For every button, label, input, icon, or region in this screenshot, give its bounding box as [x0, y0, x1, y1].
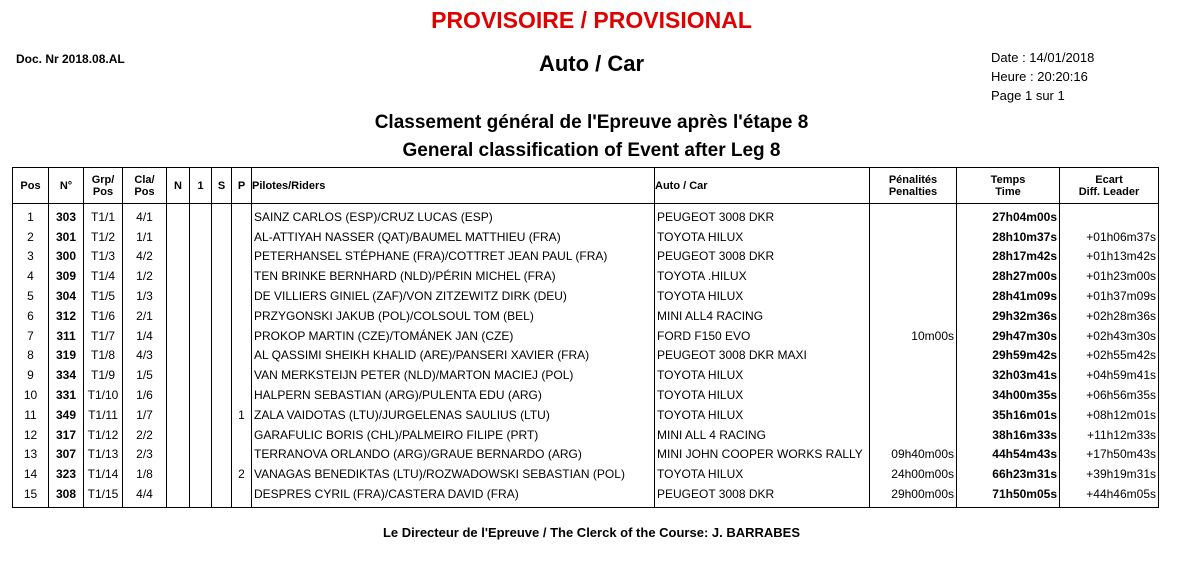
cell-group-pos: T1/13	[84, 445, 123, 465]
cell-class-pos: 1/8	[123, 464, 167, 484]
cell-n	[167, 326, 190, 346]
cell-1	[190, 286, 212, 306]
cell-number: 323	[49, 464, 84, 484]
col-s: S	[212, 168, 232, 204]
cell-s	[212, 326, 232, 346]
cell-p	[232, 266, 252, 286]
cell-time: 71h50m05s	[957, 484, 1060, 507]
cell-riders: PROKOP MARTIN (CZE)/TOMÁNEK JAN (CZE)	[252, 326, 655, 346]
cell-n	[167, 286, 190, 306]
cell-gap	[1060, 204, 1159, 227]
table-row	[13, 405, 1159, 425]
cell-pos: 10	[13, 385, 49, 405]
cell-s	[212, 247, 232, 267]
cell-riders: SAINZ CARLOS (ESP)/CRUZ LUCAS (ESP)	[252, 204, 655, 227]
table-row	[13, 266, 1159, 286]
date-label: Date : 14/01/2018	[991, 50, 1095, 65]
cell-time: 32h03m41s	[957, 365, 1060, 385]
cell-p	[232, 445, 252, 465]
cell-group-pos: T1/1	[84, 204, 123, 227]
cell-pos: 12	[13, 425, 49, 445]
table-header-row	[13, 168, 1159, 204]
col-n: N	[167, 168, 190, 204]
cell-penalty: 29h00m00s	[870, 484, 957, 507]
cell-s	[212, 365, 232, 385]
cell-p	[232, 385, 252, 405]
cell-s	[212, 204, 232, 227]
cell-number: 303	[49, 204, 84, 227]
cell-class-pos: 1/2	[123, 266, 167, 286]
cell-gap: +01h37m09s	[1060, 286, 1159, 306]
table-row	[13, 464, 1159, 484]
cell-riders: DESPRES CYRIL (FRA)/CASTERA DAVID (FRA)	[252, 484, 655, 507]
cell-gap: +08h12m01s	[1060, 405, 1159, 425]
cell-n	[167, 445, 190, 465]
cell-group-pos: T1/14	[84, 464, 123, 484]
cell-car: TOYOTA HILUX	[655, 405, 870, 425]
col-pos: Pos	[13, 168, 49, 204]
cell-p	[232, 227, 252, 247]
cell-n	[167, 266, 190, 286]
cell-gap: +39h19m31s	[1060, 464, 1159, 484]
cell-1	[190, 204, 212, 227]
cell-number: 311	[49, 326, 84, 346]
cell-class-pos: 1/3	[123, 286, 167, 306]
cell-gap: +02h28m36s	[1060, 306, 1159, 326]
provisional-heading: PROVISOIRE / PROVISIONAL	[431, 7, 752, 33]
cell-riders: AL-ATTIYAH NASSER (QAT)/BAUMEL MATTHIEU (FRA)	[252, 227, 655, 247]
cell-p	[232, 365, 252, 385]
table-row	[13, 286, 1159, 306]
table-row	[13, 445, 1159, 465]
cell-n	[167, 365, 190, 385]
table-row	[13, 227, 1159, 247]
cell-pos: 14	[13, 464, 49, 484]
cell-1	[190, 266, 212, 286]
cell-time: 28h17m42s	[957, 247, 1060, 267]
cell-car: TOYOTA HILUX	[655, 464, 870, 484]
cell-1	[190, 405, 212, 425]
cell-group-pos: T1/8	[84, 346, 123, 366]
cell-penalty	[870, 286, 957, 306]
cell-p: 1	[232, 405, 252, 425]
cell-number: 312	[49, 306, 84, 326]
cell-s	[212, 405, 232, 425]
cell-car: PEUGEOT 3008 DKR	[655, 247, 870, 267]
cell-pos: 5	[13, 286, 49, 306]
cell-time: 28h10m37s	[957, 227, 1060, 247]
cell-riders: AL QASSIMI SHEIKH KHALID (ARE)/PANSERI XAVIER (FRA)	[252, 346, 655, 366]
col-car: Auto / Car	[655, 168, 870, 204]
cell-gap: +01h13m42s	[1060, 247, 1159, 267]
cell-n	[167, 306, 190, 326]
cell-1	[190, 227, 212, 247]
cell-penalty	[870, 425, 957, 445]
cell-n	[167, 405, 190, 425]
col-p: P	[232, 168, 252, 204]
cell-riders: HALPERN SEBASTIAN (ARG)/PULENTA EDU (ARG)	[252, 385, 655, 405]
cell-1	[190, 464, 212, 484]
cell-number: 317	[49, 425, 84, 445]
cell-car: FORD F150 EVO	[655, 326, 870, 346]
results-table	[12, 167, 1159, 508]
cell-s	[212, 425, 232, 445]
cell-number: 334	[49, 365, 84, 385]
cell-pos: 13	[13, 445, 49, 465]
cell-class-pos: 1/1	[123, 227, 167, 247]
cell-penalty	[870, 385, 957, 405]
cell-class-pos: 1/7	[123, 405, 167, 425]
cell-p: 2	[232, 464, 252, 484]
cell-p	[232, 326, 252, 346]
classification-title-en: General classification of Event after Leg 8	[402, 140, 781, 161]
clerk-of-course-footer: Le Directeur de l'Epreuve / The Clerck of the Course: J. BARRABES	[382, 525, 801, 540]
cell-penalty	[870, 306, 957, 326]
col-1: 1	[190, 168, 212, 204]
table-row	[13, 484, 1159, 507]
table-row	[13, 326, 1159, 346]
cell-n	[167, 204, 190, 227]
cell-s	[212, 286, 232, 306]
cell-1	[190, 425, 212, 445]
cell-pos: 2	[13, 227, 49, 247]
cell-penalty	[870, 365, 957, 385]
cell-riders: PETERHANSEL STÉPHANE (FRA)/COTTRET JEAN PAUL (FRA)	[252, 247, 655, 267]
col-group-pos: Grp/ Pos	[84, 168, 123, 204]
table-row	[13, 247, 1159, 267]
cell-penalty: 24h00m00s	[870, 464, 957, 484]
classification-title-fr: Classement général de l'Epreuve après l'étape 8	[374, 112, 809, 133]
cell-riders: GARAFULIC BORIS (CHL)/PALMEIRO FILIPE (PRT)	[252, 425, 655, 445]
cell-time: 29h32m36s	[957, 306, 1060, 326]
document-meta	[991, 48, 1094, 105]
cell-time: 38h16m33s	[957, 425, 1060, 445]
cell-time: 34h00m35s	[957, 385, 1060, 405]
cell-s	[212, 346, 232, 366]
cell-gap: +17h50m43s	[1060, 445, 1159, 465]
cell-number: 349	[49, 405, 84, 425]
cell-p	[232, 425, 252, 445]
cell-group-pos: T1/2	[84, 227, 123, 247]
cell-number: 319	[49, 346, 84, 366]
cell-class-pos: 2/2	[123, 425, 167, 445]
cell-1	[190, 326, 212, 346]
cell-time: 28h27m00s	[957, 266, 1060, 286]
cell-group-pos: T1/5	[84, 286, 123, 306]
col-number: N°	[49, 168, 84, 204]
cell-riders: DE VILLIERS GINIEL (ZAF)/VON ZITZEWITZ DIRK (DEU)	[252, 286, 655, 306]
cell-class-pos: 4/1	[123, 204, 167, 227]
cell-1	[190, 385, 212, 405]
cell-penalty	[870, 227, 957, 247]
table-row	[13, 306, 1159, 326]
cell-car: TOYOTA HILUX	[655, 365, 870, 385]
cell-pos: 1	[13, 204, 49, 227]
document-number: Doc. Nr 2018.08.AL	[16, 52, 125, 66]
cell-gap: +02h43m30s	[1060, 326, 1159, 346]
cell-pos: 11	[13, 405, 49, 425]
table-row	[13, 385, 1159, 405]
cell-1	[190, 445, 212, 465]
cell-car: TOYOTA HILUX	[655, 385, 870, 405]
cell-number: 304	[49, 286, 84, 306]
cell-car: TOYOTA HILUX	[655, 227, 870, 247]
cell-pos: 8	[13, 346, 49, 366]
cell-number: 308	[49, 484, 84, 507]
cell-time: 28h41m09s	[957, 286, 1060, 306]
cell-penalty: 09h40m00s	[870, 445, 957, 465]
cell-1	[190, 484, 212, 507]
cell-riders: VAN MERKSTEIJN PETER (NLD)/MARTON MACIEJ (POL)	[252, 365, 655, 385]
cell-gap: +44h46m05s	[1060, 484, 1159, 507]
page-label: Page 1 sur 1	[991, 88, 1065, 103]
col-class-pos: Cla/ Pos	[123, 168, 167, 204]
cell-n	[167, 385, 190, 405]
col-riders: Pilotes/Riders	[252, 168, 655, 204]
cell-class-pos: 2/1	[123, 306, 167, 326]
cell-p	[232, 204, 252, 227]
cell-penalty	[870, 247, 957, 267]
cell-group-pos: T1/12	[84, 425, 123, 445]
cell-class-pos: 4/2	[123, 247, 167, 267]
col-penalties: Pénalités Penalties	[870, 168, 957, 204]
table-row	[13, 425, 1159, 445]
cell-n	[167, 346, 190, 366]
cell-1	[190, 247, 212, 267]
table-row	[13, 346, 1159, 366]
cell-number: 300	[49, 247, 84, 267]
cell-group-pos: T1/3	[84, 247, 123, 267]
cell-pos: 4	[13, 266, 49, 286]
cell-car: TOYOTA .HILUX	[655, 266, 870, 286]
cell-gap: +02h55m42s	[1060, 346, 1159, 366]
cell-car: PEUGEOT 3008 DKR MAXI	[655, 346, 870, 366]
col-time: Temps Time	[957, 168, 1060, 204]
cell-penalty	[870, 405, 957, 425]
cell-group-pos: T1/10	[84, 385, 123, 405]
category-title: Auto / Car	[538, 51, 645, 76]
cell-s	[212, 266, 232, 286]
cell-class-pos: 1/5	[123, 365, 167, 385]
cell-p	[232, 286, 252, 306]
cell-p	[232, 484, 252, 507]
cell-time: 66h23m31s	[957, 464, 1060, 484]
cell-pos: 9	[13, 365, 49, 385]
cell-gap: +01h23m00s	[1060, 266, 1159, 286]
cell-time: 29h47m30s	[957, 326, 1060, 346]
cell-riders: ZALA VAIDOTAS (LTU)/JURGELENAS SAULIUS (LTU)	[252, 405, 655, 425]
cell-car: PEUGEOT 3008 DKR	[655, 204, 870, 227]
cell-time: 35h16m01s	[957, 405, 1060, 425]
col-gap: Ecart Diff. Leader	[1060, 168, 1159, 204]
cell-p	[232, 247, 252, 267]
cell-group-pos: T1/7	[84, 326, 123, 346]
cell-riders: PRZYGONSKI JAKUB (POL)/COLSOUL TOM (BEL)	[252, 306, 655, 326]
cell-penalty: 10m00s	[870, 326, 957, 346]
cell-n	[167, 247, 190, 267]
cell-class-pos: 2/3	[123, 445, 167, 465]
cell-gap: +01h06m37s	[1060, 227, 1159, 247]
cell-riders: TERRANOVA ORLANDO (ARG)/GRAUE BERNARDO (ARG)	[252, 445, 655, 465]
time-label: Heure : 20:20:16	[991, 69, 1088, 84]
cell-car: MINI ALL4 RACING	[655, 306, 870, 326]
cell-penalty	[870, 266, 957, 286]
cell-p	[232, 306, 252, 326]
cell-class-pos: 4/3	[123, 346, 167, 366]
cell-group-pos: T1/15	[84, 484, 123, 507]
cell-class-pos: 1/4	[123, 326, 167, 346]
cell-group-pos: T1/6	[84, 306, 123, 326]
cell-group-pos: T1/9	[84, 365, 123, 385]
cell-number: 301	[49, 227, 84, 247]
cell-class-pos: 4/4	[123, 484, 167, 507]
cell-penalty	[870, 346, 957, 366]
cell-p	[232, 346, 252, 366]
cell-1	[190, 346, 212, 366]
cell-s	[212, 385, 232, 405]
cell-s	[212, 464, 232, 484]
cell-1	[190, 306, 212, 326]
cell-number: 331	[49, 385, 84, 405]
cell-gap: +11h12m33s	[1060, 425, 1159, 445]
cell-1	[190, 365, 212, 385]
cell-car: PEUGEOT 3008 DKR	[655, 484, 870, 507]
cell-penalty	[870, 204, 957, 227]
cell-riders: TEN BRINKE BERNHARD (NLD)/PÉRIN MICHEL (FRA)	[252, 266, 655, 286]
cell-s	[212, 484, 232, 507]
cell-car: TOYOTA HILUX	[655, 286, 870, 306]
cell-riders: VANAGAS BENEDIKTAS (LTU)/ROZWADOWSKI SEBASTIAN (POL)	[252, 464, 655, 484]
cell-n	[167, 425, 190, 445]
table-row	[13, 204, 1159, 227]
cell-s	[212, 227, 232, 247]
cell-car: MINI JOHN COOPER WORKS RALLY	[655, 445, 870, 465]
cell-number: 309	[49, 266, 84, 286]
cell-gap: +06h56m35s	[1060, 385, 1159, 405]
cell-n	[167, 484, 190, 507]
cell-time: 27h04m00s	[957, 204, 1060, 227]
cell-pos: 3	[13, 247, 49, 267]
cell-number: 307	[49, 445, 84, 465]
cell-time: 29h59m42s	[957, 346, 1060, 366]
table-row	[13, 365, 1159, 385]
cell-s	[212, 306, 232, 326]
cell-time: 44h54m43s	[957, 445, 1060, 465]
cell-group-pos: T1/11	[84, 405, 123, 425]
cell-class-pos: 1/6	[123, 385, 167, 405]
cell-s	[212, 445, 232, 465]
cell-car: MINI ALL 4 RACING	[655, 425, 870, 445]
cell-pos: 15	[13, 484, 49, 507]
cell-gap: +04h59m41s	[1060, 365, 1159, 385]
cell-pos: 6	[13, 306, 49, 326]
cell-n	[167, 464, 190, 484]
cell-pos: 7	[13, 326, 49, 346]
cell-n	[167, 227, 190, 247]
cell-group-pos: T1/4	[84, 266, 123, 286]
